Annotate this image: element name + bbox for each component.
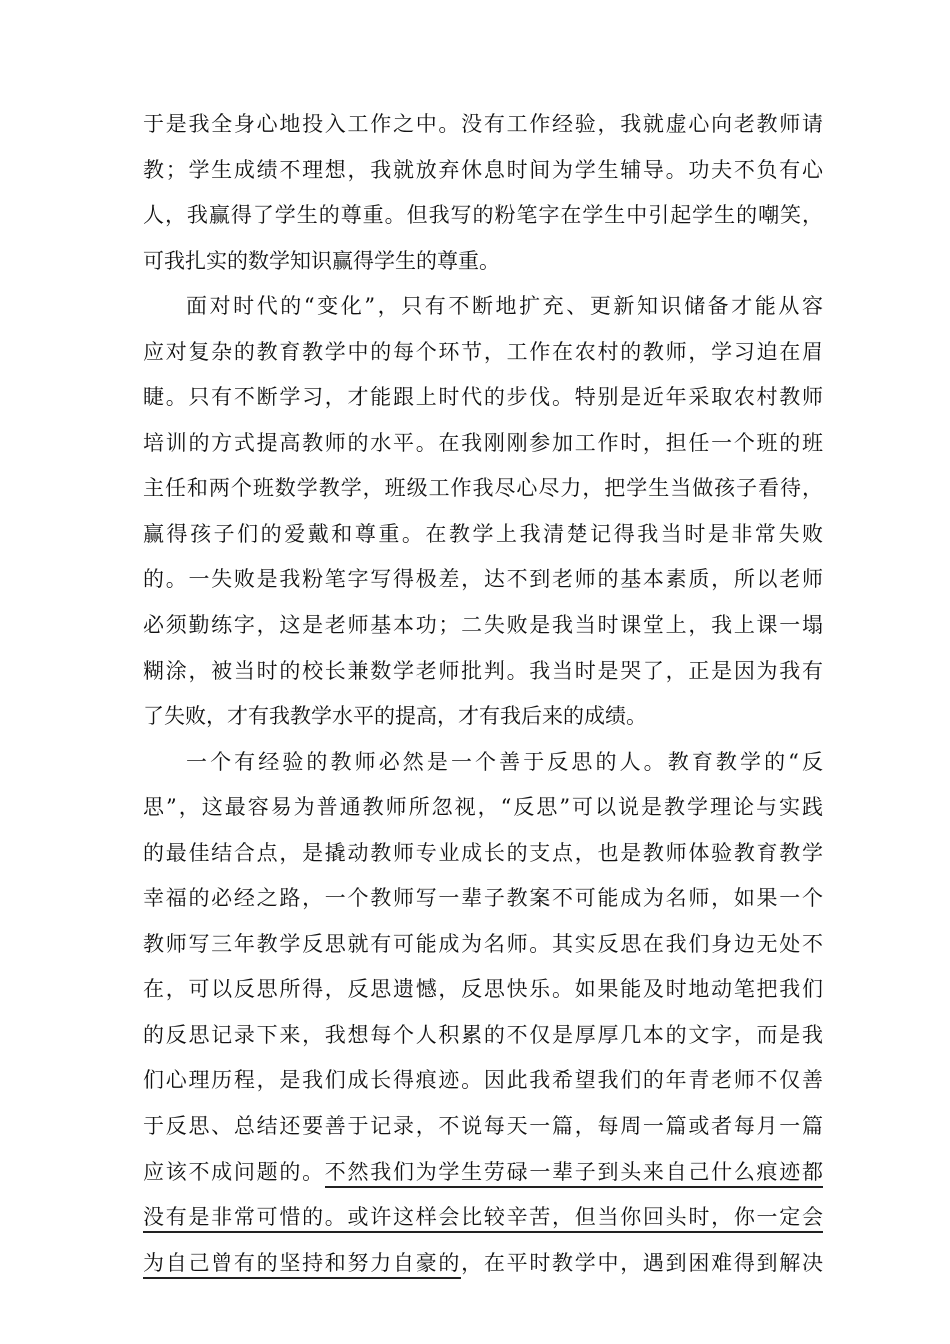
text-line: 的。一失败是我粉笔字写得极差，达不到老师的基本素质，所以老师 xyxy=(143,567,823,592)
text-line: 的最佳结合点，是撬动教师专业成长的支点，也是教师体验教育教学 xyxy=(143,840,823,865)
text-line: 于反思、总结还要善于记录，不说每天一篇，每周一篇或者每月一篇 xyxy=(143,1114,823,1139)
underlined-text: 为自己曾有的坚持和努力自豪的 xyxy=(143,1251,461,1279)
underlined-text: 不然我们为学生劳碌一辈子到头来自己什么痕迹都 xyxy=(325,1160,823,1188)
text-line: 必须勤练字，这是老师基本功；二失败是我当时课堂上，我上课一塌 xyxy=(143,613,823,638)
paragraph-start-line: 面对时代的“变化”，只有不断地扩充、更新知识储备才能从容 xyxy=(186,294,823,319)
text-line: 睫。只有不断学习，才能跟上时代的步伐。特别是近年采取农村教师 xyxy=(143,385,823,410)
text-line-with-underline xyxy=(143,1241,823,1287)
text-line: 主任和两个班数学教学，班级工作我尽心尽力，把学生当做孩子看待， xyxy=(143,476,823,501)
text-line: 教；学生成绩不理想，我就放弃休息时间为学生辅导。功夫不负有心 xyxy=(143,157,823,182)
plain-text: ，在平时教学中，遇到困难得到解决 xyxy=(461,1250,823,1275)
document-body xyxy=(143,102,823,1286)
text-line: 们心理历程，是我们成长得痕迹。因此我希望我们的年青老师不仅善 xyxy=(143,1068,823,1093)
text-line: 可我扎实的数学知识赢得学生的尊重。 xyxy=(143,248,500,273)
text-line: 赢得孩子们的爱戴和尊重。在教学上我清楚记得我当时是非常失败 xyxy=(143,521,823,546)
text-line: 应对复杂的教育教学中的每个环节，工作在农村的教师，学习迫在眉 xyxy=(143,339,823,364)
text-line: 糊涂，被当时的校长兼数学老师批判。我当时是哭了，正是因为我有 xyxy=(143,658,823,683)
text-line: 人，我赢得了学生的尊重。但我写的粉笔字在学生中引起学生的嘲笑， xyxy=(143,203,823,228)
text-line-with-underline xyxy=(143,1195,823,1241)
plain-text: 应该不成问题的。 xyxy=(143,1159,325,1184)
text-line: 教师写三年教学反思就有可能成为名师。其实反思在我们身边无处不 xyxy=(143,931,823,956)
text-line-with-underline xyxy=(143,1150,823,1196)
text-line: 在，可以反思所得，反思遗憾，反思快乐。如果能及时地动笔把我们 xyxy=(143,977,823,1002)
text-line: 培训的方式提高教师的水平。在我刚刚参加工作时，担任一个班的班 xyxy=(143,430,823,455)
text-line: 于是我全身心地投入工作之中。没有工作经验，我就虚心向老教师请 xyxy=(143,112,823,136)
paragraph-start-line: 一个有经验的教师必然是一个善于反思的人。教育教学的“反 xyxy=(186,749,823,774)
text-line: 了失败，才有我教学水平的提高，才有我后来的成绩。 xyxy=(143,704,647,729)
text-line: 的反思记录下来，我想每个人积累的不仅是厚厚几本的文字，而是我 xyxy=(143,1022,823,1047)
underlined-text: 没有是非常可惜的。或许这样会比较辛苦，但当你回头时，你一定会 xyxy=(143,1205,823,1233)
text-line: 幸福的必经之路，一个教师写一辈子教案不可能成为名师，如果一个 xyxy=(143,886,823,911)
text-line: 思”，这最容易为普通教师所忽视，“反思”可以说是教学理论与实践 xyxy=(143,795,823,820)
